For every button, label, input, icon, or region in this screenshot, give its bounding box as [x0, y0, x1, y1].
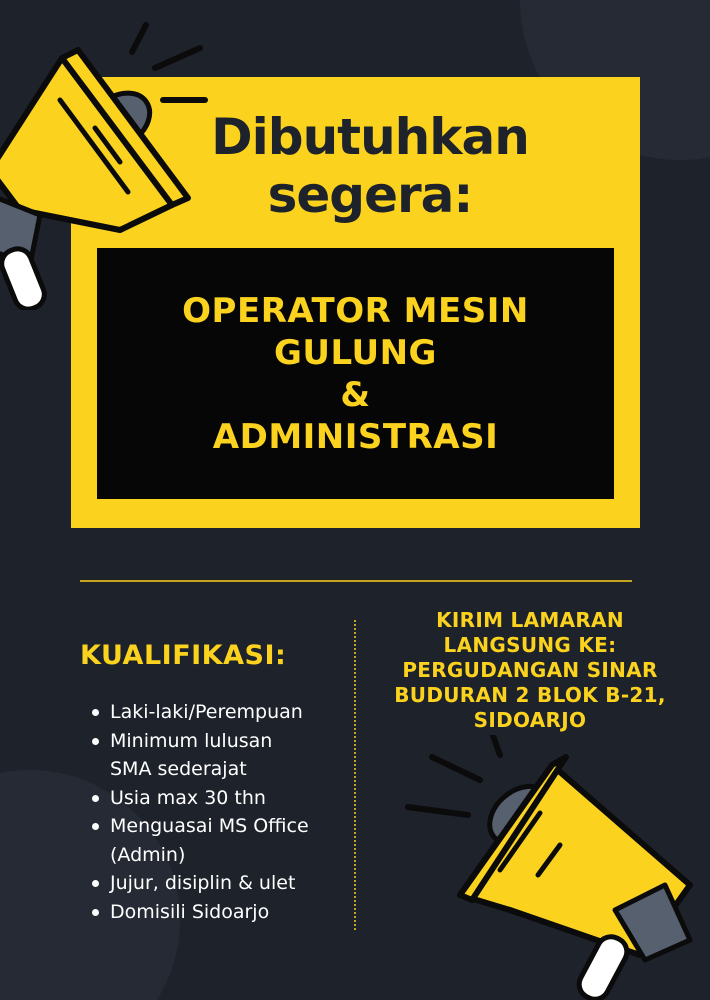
bullet: [92, 880, 99, 887]
position-line: &: [340, 374, 371, 415]
position-line: GULUNG: [274, 332, 437, 373]
contact-line: KIRIM LAMARAN: [436, 608, 624, 632]
list-item-text: SMA sederajat: [110, 758, 247, 780]
qualifications-title: KUALIFIKASI:: [80, 640, 287, 671]
list-item-text: Laki-laki/Perempuan: [110, 701, 303, 723]
headline-line: segera:: [267, 166, 473, 224]
contact-line: BUDURAN 2 BLOK B-21,: [394, 683, 666, 707]
bullet: [92, 823, 99, 830]
list-item: [90, 755, 350, 784]
contact-line: SIDOARJO: [473, 708, 587, 732]
list-item-text: Minimum lulusan: [110, 729, 273, 752]
list-item: [90, 898, 350, 927]
list-item: [90, 841, 350, 870]
list-item-text: Menguasai MS Office: [110, 815, 309, 837]
horizontal-divider: [80, 580, 632, 582]
list-item: [90, 869, 350, 898]
headline: [160, 108, 580, 224]
list-item: [90, 784, 350, 813]
contact-line: PERGUDANGAN SINAR: [402, 658, 658, 682]
contact-address: [365, 608, 695, 733]
bullet: [92, 709, 99, 716]
list-item-text: Usia max 30 thn: [110, 786, 266, 809]
bullet: [92, 909, 99, 916]
vertical-divider: [354, 620, 356, 930]
list-item-text: (Admin): [110, 843, 186, 866]
position-line: ADMINISTRASI: [212, 416, 499, 457]
list-item: [90, 727, 350, 756]
list-item-text: Jujur, disiplin & ulet: [110, 872, 296, 894]
position-title: [116, 290, 596, 458]
position-box: [97, 248, 614, 499]
contact-line: LANGSUNG KE:: [443, 633, 617, 657]
list-item: [90, 812, 350, 841]
position-line: OPERATOR MESIN: [182, 290, 529, 331]
headline-line: Dibutuhkan: [211, 108, 529, 166]
megaphone-icon: [390, 735, 710, 1000]
bullet: [92, 795, 99, 802]
qualifications-list: [90, 698, 350, 926]
list-item: [90, 698, 350, 727]
list-item-text: Domisili Sidoarjo: [110, 900, 270, 923]
bullet: [92, 738, 99, 745]
